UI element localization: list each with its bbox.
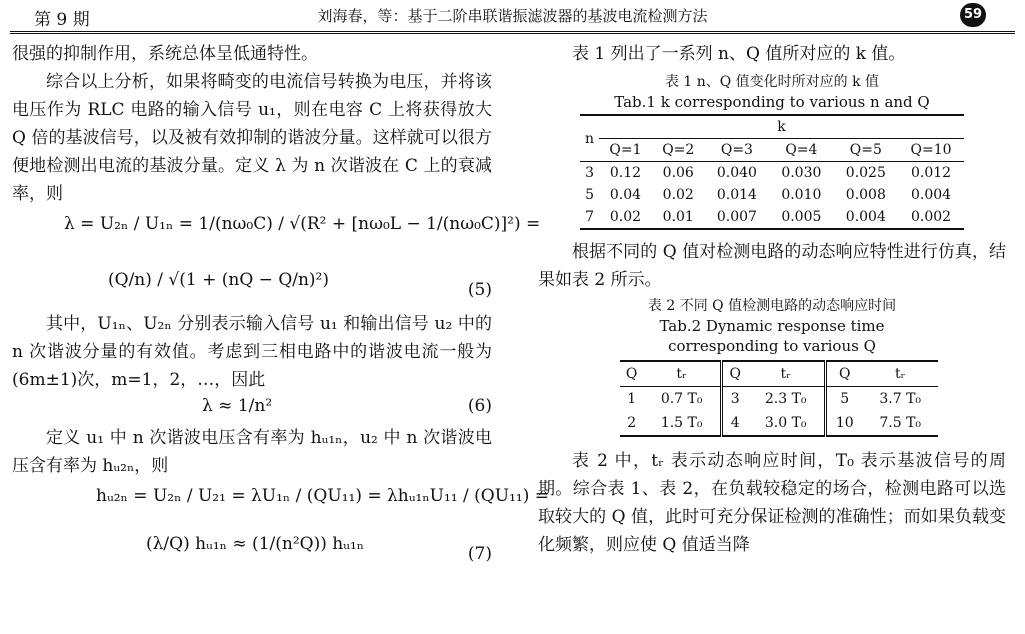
- table-2-caption-cn: 表 2 不同 Q 值检测电路的动态响应时间: [647, 298, 897, 314]
- table-cell: 0.005: [769, 206, 833, 229]
- table-cell: 10: [826, 411, 863, 436]
- table-cell: 0.040: [716, 165, 757, 181]
- table-1-col-header: Q=5: [834, 139, 898, 162]
- table-1-col-header: Q=1: [599, 139, 652, 162]
- equation-5-expr-2: (Q/n) / √(1 + (nQ − Q/n)²): [108, 270, 330, 290]
- table-1-caption-cn: 表 1 n、Q 值变化时所对应的 k 值: [664, 74, 880, 90]
- table-cell: 0.014: [716, 187, 757, 203]
- equation-7-line-2: [12, 528, 492, 568]
- table-row: [620, 387, 938, 412]
- equation-5-number: (5): [467, 280, 492, 300]
- table-cell: 5: [840, 391, 850, 407]
- table-cell: 0.7 T₀: [643, 387, 721, 412]
- equation-7-expr-1: hᵤ₂ₙ = U₂ₙ / U₂₁ = λU₁ₙ / (QU₁₁) = λhᵤ₁ₙU₁₁ / (QU₁₁) =: [96, 486, 549, 506]
- right-column: [538, 40, 1006, 559]
- table-cell: 7: [580, 206, 599, 229]
- table-cell: 1.5 T₀: [643, 411, 721, 436]
- table-2-header: tᵣ: [643, 361, 721, 387]
- table-row: [580, 184, 964, 206]
- table-cell: 0.007: [705, 206, 769, 229]
- table-2: [620, 360, 938, 437]
- equation-7-line-1: [12, 480, 549, 528]
- table-cell: 3: [730, 391, 740, 407]
- left-column: [12, 40, 549, 568]
- table-cell: 2.3 T₀: [747, 387, 825, 412]
- equation-7-expr-2: (λ/Q) hᵤ₁ₙ ≈ (1/(n²Q)) hᵤ₁ₙ: [146, 534, 365, 554]
- table-2-header: Q: [721, 361, 747, 387]
- table-cell: 0.002: [898, 206, 964, 229]
- equation-5-expr-1: λ = U₂ₙ / U₁ₙ = 1/(nω₀C) / √(R² + [nω₀L − 1/(nω₀C)]²) =: [64, 214, 541, 234]
- table-2-caption-en-2: corresponding to various Q: [668, 337, 876, 355]
- paragraph-7: 表 2 中，tᵣ 表示动态响应时间，T₀ 表示基波信号的周期。综合表 1、表 2，在负载较稳定的场合，检测电路可以选取较大的 Q 值，此时可充分保证检测的准确性；而如果负载变化频繁，则应使 Q 值适当降: [538, 451, 1006, 555]
- table-1-col-header: Q=4: [769, 139, 833, 162]
- paragraph-6: 根据不同的 Q 值对检测电路的动态响应特性进行仿真，结果如表 2 所示。: [538, 242, 1006, 290]
- table-cell: 0.01: [652, 206, 705, 229]
- table-2-header: tᵣ: [862, 361, 938, 387]
- table-cell: 3.7 T₀: [879, 391, 922, 407]
- issue-number: 第 9 期: [34, 10, 90, 30]
- table-1-col-header: Q=10: [898, 139, 964, 162]
- table-cell: 1: [627, 391, 637, 407]
- running-title: 刘海春，等：基于二阶串联谐振滤波器的基波电流检测方法: [317, 7, 708, 25]
- page-header: [0, 0, 1025, 34]
- table-cell: 0.004: [910, 187, 952, 203]
- table-1: [580, 114, 964, 230]
- table-cell: 0.004: [834, 206, 898, 229]
- table-cell: 0.06: [662, 165, 694, 181]
- equation-5-line-1: [12, 208, 541, 264]
- paragraph-3: 其中，U₁ₙ、U₂ₙ 分别表示输入信号 u₁ 和输出信号 u₂ 中的 n 次谐波分量的有效值。考虑到三相电路中的谐波电流一般为(6m±1)次，m=1，2，…，因此: [12, 314, 492, 390]
- table-1-col-header: Q=2: [652, 139, 705, 162]
- table-cell: 0.02: [662, 187, 694, 203]
- table-cell: 5: [585, 187, 594, 203]
- page-number-badge: 59: [960, 3, 986, 27]
- table-cell: 0.025: [845, 165, 886, 181]
- table-row: [620, 411, 938, 436]
- table-cell: 0.02: [599, 206, 652, 229]
- paragraph-4: 定义 u₁ 中 n 次谐波电压含有率为 hᵤ₁ₙ，u₂ 中 n 次谐波电压含有率为 hᵤ₂ₙ，则: [12, 428, 492, 476]
- paragraph-1: 很强的抑制作用，系统总体呈低通特性。: [12, 44, 318, 64]
- table-cell: 0.04: [609, 187, 642, 203]
- table-1-col-header: Q=3: [705, 139, 769, 162]
- equation-6-number: (6): [467, 396, 492, 416]
- header-rule: [10, 31, 1015, 34]
- table-cell: 3.0 T₀: [747, 411, 825, 436]
- table-row: [580, 206, 964, 229]
- table-cell: 7.5 T₀: [862, 411, 938, 436]
- table-cell: 0.012: [910, 165, 952, 181]
- equation-6: [12, 394, 492, 424]
- table-cell: 0.008: [845, 187, 886, 203]
- table-row: [580, 162, 964, 185]
- table-2-header: tᵣ: [747, 361, 825, 387]
- table-1-n-header: n: [580, 115, 599, 162]
- table-2-header: Q: [620, 361, 643, 387]
- table-cell: 0.010: [781, 187, 822, 203]
- table-cell: 0.12: [609, 165, 642, 181]
- table-1-k-header: k: [599, 115, 964, 139]
- equation-6-expr: λ ≈ 1/n²: [202, 396, 273, 416]
- paragraph-5: 表 1 列出了一系列 n、Q 值所对应的 k 值。: [572, 44, 906, 64]
- table-cell: 3: [585, 165, 594, 181]
- table-1-caption-en: Tab.1 k corresponding to various n and Q: [614, 93, 930, 111]
- table-2-caption-en-1: Tab.2 Dynamic response time: [659, 317, 885, 335]
- equation-7-number: (7): [467, 544, 492, 564]
- table-cell: 4: [721, 411, 747, 436]
- equation-5-line-2: [12, 264, 492, 310]
- table-cell: 2: [620, 411, 643, 436]
- paragraph-2: 综合以上分析，如果将畸变的电流信号转换为电压，并将该电压作为 RLC 电路的输入信号 u₁，则在电容 C 上将获得放大 Q 倍的基波信号，以及被有效抑制的谐波分量。这样就可以很方便地检测出电流的基波分量。定义 λ 为 n 次谐波在 C 上的衰减率，则: [12, 72, 492, 204]
- table-cell: 0.030: [781, 165, 822, 181]
- table-2-header: Q: [826, 361, 863, 387]
